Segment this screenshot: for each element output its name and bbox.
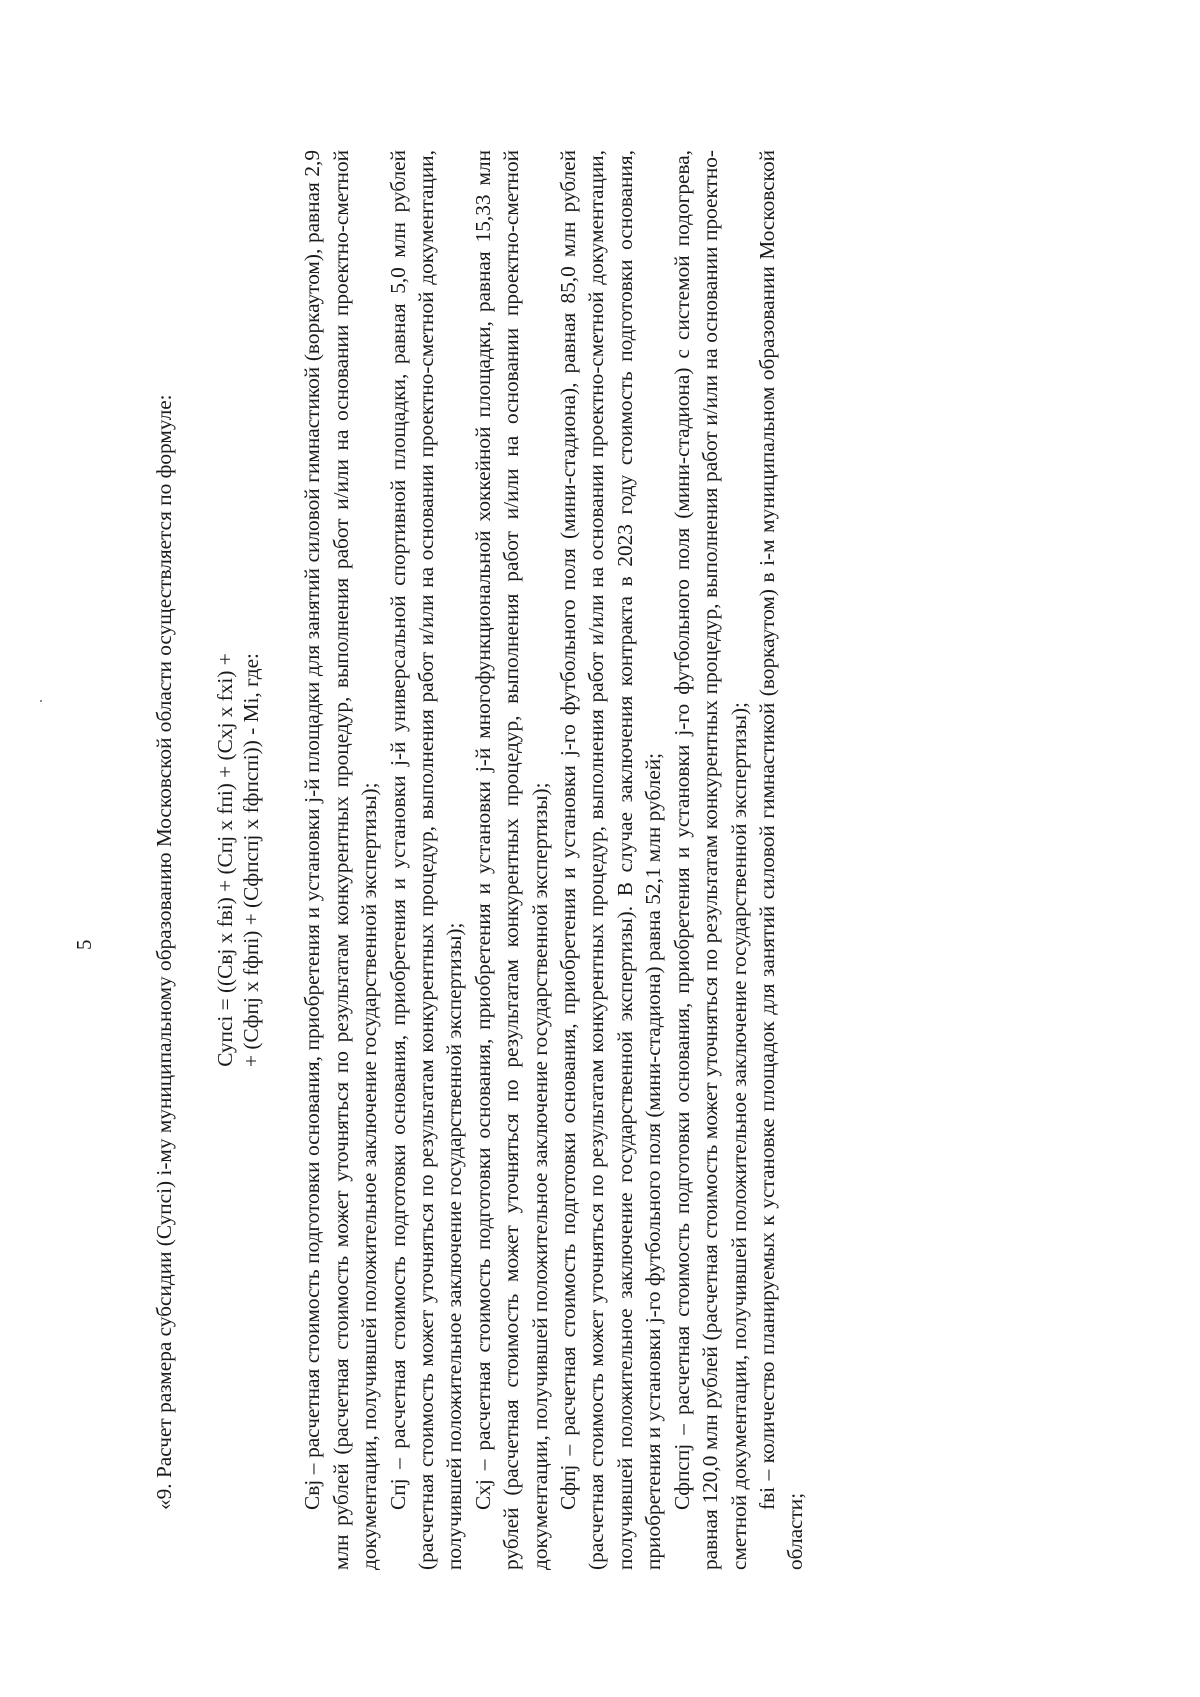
- definition-sfpj: Сфпj – расчетная стоимость подготовки основания, приобретения и установки j-го футбольного поля (мини-стадиона), равная 85,0 млн рублей (расчетная стоимость может уточняться по результатам конкурентных процедур, выполнения работ и/или на основании проектно-сметной документации, получившей положительное заключение государственной экспертизы). В случае заключения контракта в 2023 году стоимость подготовки основания, приобретения и установки j-го футбольного поля (мини-стадиона) равна 52,1 млн рублей;: [556, 150, 666, 1570]
- formula-line-1: Супсi = ((Свj x fвi) + (Спj x fпi) + (Схj x fхi) +: [213, 653, 238, 1067]
- definition-sfpspj: Сфпспj – расчетная стоимость подготовки основания, приобретения и установки j-го футбольного поля (мини-стадиона) с системой подогрева, равная 120,0 млн рублей (расчетная стоимость может уточняться по результатам конкурентных процедур, выполнения работ и/или на основании проектно-сметной документации, получившей положительное заключение государственной экспертизы);: [669, 150, 751, 1570]
- intro-paragraph: «9. Расчет размера субсидии (Супсi) i-му муниципальному образованию Московской области осуществляется по формуле:: [152, 394, 176, 1510]
- formula: [212, 150, 264, 1570]
- definition-sxj: Схj – расчетная стоимость подготовки основания, приобретения и установки j-й многофункциональной хоккейной площадки, равная 15,33 млн рублей (расчетная стоимость может уточняться по результатам конкурентных процедур, выполнения работ и/или на основании проектно-сметной документации, получившей положительное заключение государственной экспертизы);: [470, 150, 552, 1570]
- document-body: [150, 150, 810, 1570]
- formula-line-2: + (Сфпj x fфпi) + (Сфпспj x fфпспi)) - Мi, где:: [239, 653, 264, 1067]
- page-number: 5: [72, 939, 96, 950]
- definition-spj: Спj – расчетная стоимость подготовки основания, приобретения и установки j-й универсальной спортивной площадки, равная 5,0 млн рублей (расчетная стоимость может уточняться по результатам конкурентных процедур, выполнения работ и/или на основании проектно-сметной документации, получившей положительное заключение государственной экспертизы);: [385, 150, 467, 1570]
- rotated-page: [0, 110, 1200, 1690]
- definition-svj: Свj – расчетная стоимость подготовки основания, приобретения и установки j-й площадки для занятий силовой гимнастикой (воркаутом), равная 2,9 млн рублей (расчетная стоимость может уточняться по результатам конкурентных процедур, выполнения работ и/или на основании проектно-сметной документации, получившей положительное заключение государственной экспертизы);: [300, 150, 382, 1570]
- definition-fvi: fвi – количество планируемых к установке площадок для занятий силовой гимнастикой (воркаутом) в i-м муниципальном образовании Московской области;: [754, 150, 808, 1570]
